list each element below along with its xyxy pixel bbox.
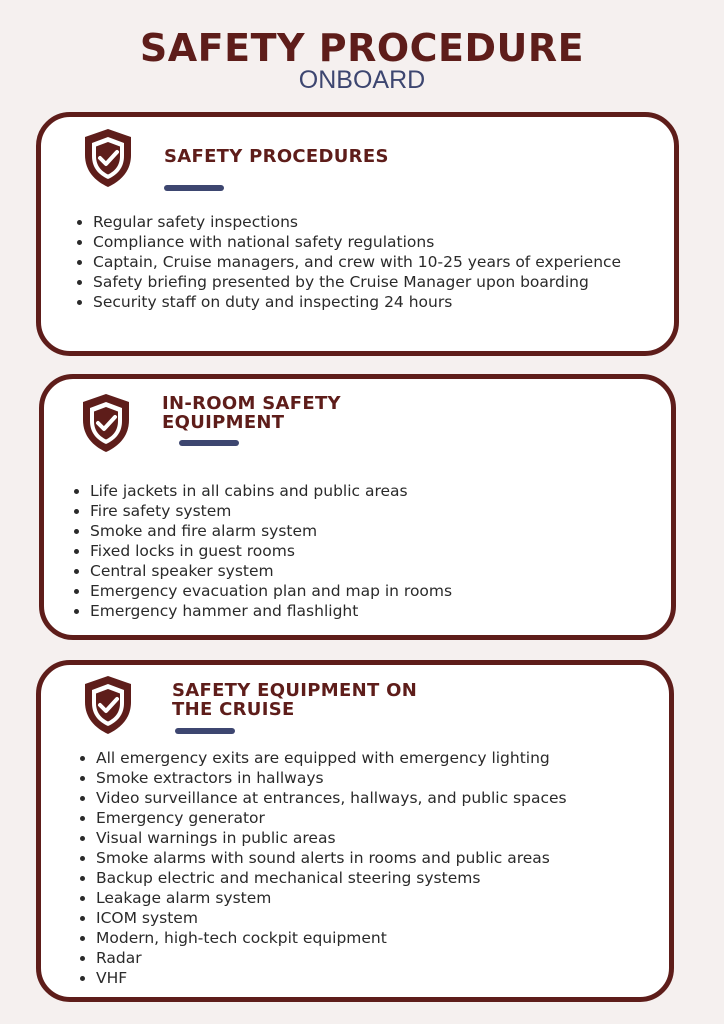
list-item: Fire safety system [73, 501, 452, 521]
list-item: Smoke and fire alarm system [73, 521, 452, 541]
card-heading [162, 394, 341, 432]
card-heading [164, 147, 389, 166]
list-item: Captain, Cruise managers, and crew with 10-25 years of experience [76, 252, 621, 272]
list-item: All emergency exits are equipped with emergency lighting [79, 748, 567, 768]
list-item: Leakage alarm system [79, 888, 567, 908]
shield-check-icon [82, 127, 134, 189]
card-heading-line: THE CRUISE [172, 699, 295, 720]
list-item: Radar [79, 948, 567, 968]
list-item: Central speaker system [73, 561, 452, 581]
list-item: ICOM system [79, 908, 567, 928]
list-item: Emergency evacuation plan and map in rooms [73, 581, 452, 601]
card-heading-line: IN-ROOM SAFETY [162, 393, 341, 414]
list-item: Smoke extractors in hallways [79, 768, 567, 788]
item-list [73, 481, 452, 621]
card-heading-line: SAFETY EQUIPMENT ON [172, 680, 418, 701]
card-heading-line: SAFETY PROCEDURES [164, 146, 389, 167]
list-item: Life jackets in all cabins and public areas [73, 481, 452, 501]
card-heading [172, 681, 417, 719]
shield-check-icon [80, 392, 132, 454]
heading-underline [179, 440, 239, 446]
shield-check-icon [82, 674, 134, 736]
card-heading-line: EQUIPMENT [162, 412, 285, 433]
list-item: Backup electric and mechanical steering systems [79, 868, 567, 888]
list-item: Smoke alarms with sound alerts in rooms and public areas [79, 848, 567, 868]
list-item: Video surveillance at entrances, hallways, and public spaces [79, 788, 567, 808]
list-item: Regular safety inspections [76, 212, 621, 232]
page-subtitle: ONBOARD [298, 66, 426, 94]
heading-underline [164, 185, 224, 191]
list-item: Emergency hammer and flashlight [73, 601, 452, 621]
list-item: Visual warnings in public areas [79, 828, 567, 848]
item-list [76, 212, 621, 312]
list-item: VHF [79, 968, 567, 988]
item-list [79, 748, 567, 988]
page-title: SAFETY PROCEDURE [139, 26, 585, 70]
list-item: Modern, high-tech cockpit equipment [79, 928, 567, 948]
list-item: Fixed locks in guest rooms [73, 541, 452, 561]
heading-underline [175, 728, 235, 734]
list-item: Safety briefing presented by the Cruise Manager upon boarding [76, 272, 621, 292]
list-item: Security staff on duty and inspecting 24 hours [76, 292, 621, 312]
list-item: Compliance with national safety regulations [76, 232, 621, 252]
list-item: Emergency generator [79, 808, 567, 828]
